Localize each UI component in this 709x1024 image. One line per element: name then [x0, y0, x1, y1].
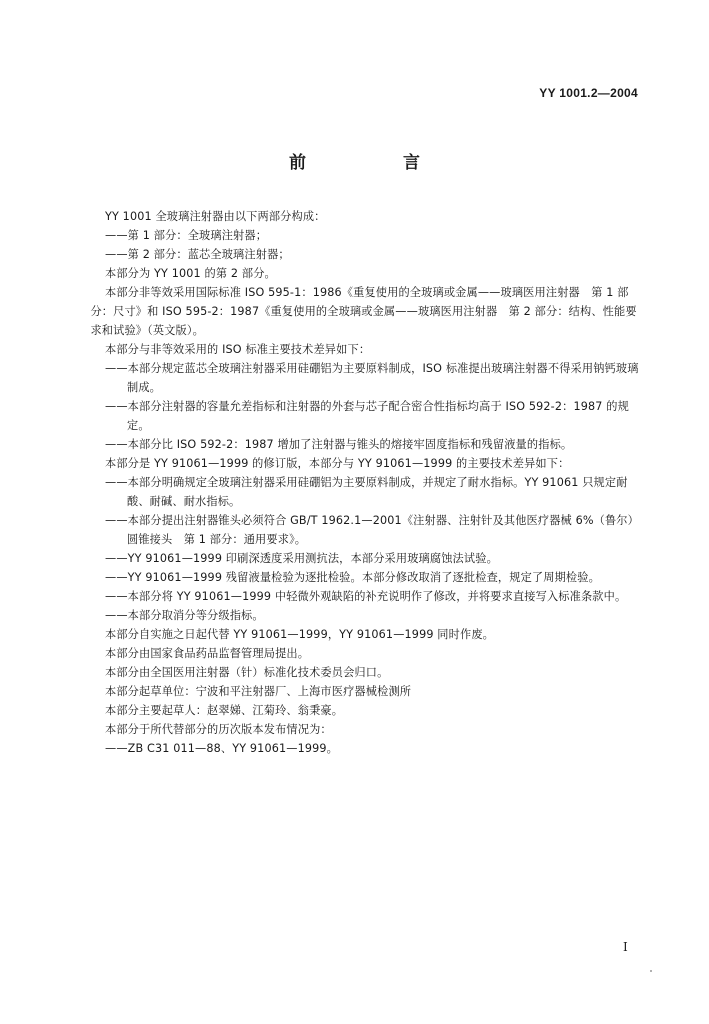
list-item: ——本部分注射器的容量允差指标和注射器的外套与芯子配合密合性指标均高于 ISO 592-2：1987 的规定。	[105, 400, 629, 432]
paragraph: 本部分自实施之日起代替 YY 91061—1999，YY 91061—1999 同时作废。	[105, 628, 494, 641]
paragraph: 本部分与非等效采用的 ISO 标准主要技术差异如下：	[105, 343, 371, 356]
document-body	[90, 207, 640, 758]
paragraph: 本部分非等效采用国际标准 ISO 595-1：1986《重复使用的全玻璃或金属——玻璃医用注射器 第 1 部分：尺寸》和 ISO 595-2：1987《重复使用的全玻璃或金属——玻璃医用注射器 第 2 部分：结构、性能要求和试验》（英文版）。	[90, 286, 637, 337]
paragraph: 本部分起草单位：宁波和平注射器厂、上海市医疗器械检测所	[105, 685, 412, 698]
list-item: ——YY 91061—1999 印刷深透度采用测抗法，本部分采用玻璃腐蚀法试验。	[105, 552, 498, 565]
list-item: ——本部分规定蓝芯全玻璃注射器采用硅硼铝为主要原料制成，ISO 标准提出玻璃注射器不得采用钠钙玻璃制成。	[105, 362, 639, 394]
paragraph: 本部分是 YY 91061—1999 的修订版，本部分与 YY 91061—1999 的主要技术差异如下：	[105, 457, 570, 470]
list-item: ——本部分明确规定全玻璃注射器采用硅硼铝为主要原料制成，并规定了耐水指标。YY 91061 只规定耐酸、耐碱、耐水指标。	[105, 476, 628, 508]
list-item: ——本部分提出注射器锥头必须符合 GB/T 1962.1—2001《注射器、注射针及其他医疗器械 6%（鲁尔）圆锥接头 第 1 部分：通用要求》。	[105, 514, 639, 546]
list-item: ——本部分比 ISO 592-2：1987 增加了注射器与锥头的熔接牢固度指标和残留液量的指标。	[105, 438, 573, 451]
paragraph: 本部分主要起草人：赵翠娣、江菊玲、翁秉豪。	[105, 704, 344, 717]
paragraph: 本部分由全国医用注射器（针）标准化技术委员会归口。	[105, 666, 389, 679]
standard-number: YY 1001.2—2004	[539, 86, 638, 100]
list-item: ——本部分将 YY 91061—1999 中轻微外观缺陷的补充说明作了修改，并将要求直接写入标准条款中。	[105, 590, 627, 603]
list-item: ——第 2 部分：蓝芯全玻璃注射器；	[105, 248, 290, 261]
paragraph: 本部分于所代替部分的历次版本发布情况为：	[105, 723, 332, 736]
list-item: ——本部分取消分等分级指标。	[105, 609, 264, 622]
page-title: 前 言	[289, 153, 460, 173]
paragraph: 本部分为 YY 1001 的第 2 部分。	[105, 267, 276, 280]
paragraph: 本部分由国家食品药品监督管理局提出。	[105, 647, 310, 660]
list-item: ——YY 91061—1999 残留液量检验为逐批检验。本部分修改取消了逐批检查，规定了周期检验。	[105, 571, 600, 584]
scan-speck	[650, 970, 652, 972]
list-item: ——ZB C31 011—88、YY 91061—1999。	[105, 742, 338, 755]
list-item: ——第 1 部分：全玻璃注射器；	[105, 229, 268, 242]
page-number: I	[623, 940, 628, 954]
paragraph: YY 1001 全玻璃注射器由以下两部分构成：	[105, 210, 326, 223]
